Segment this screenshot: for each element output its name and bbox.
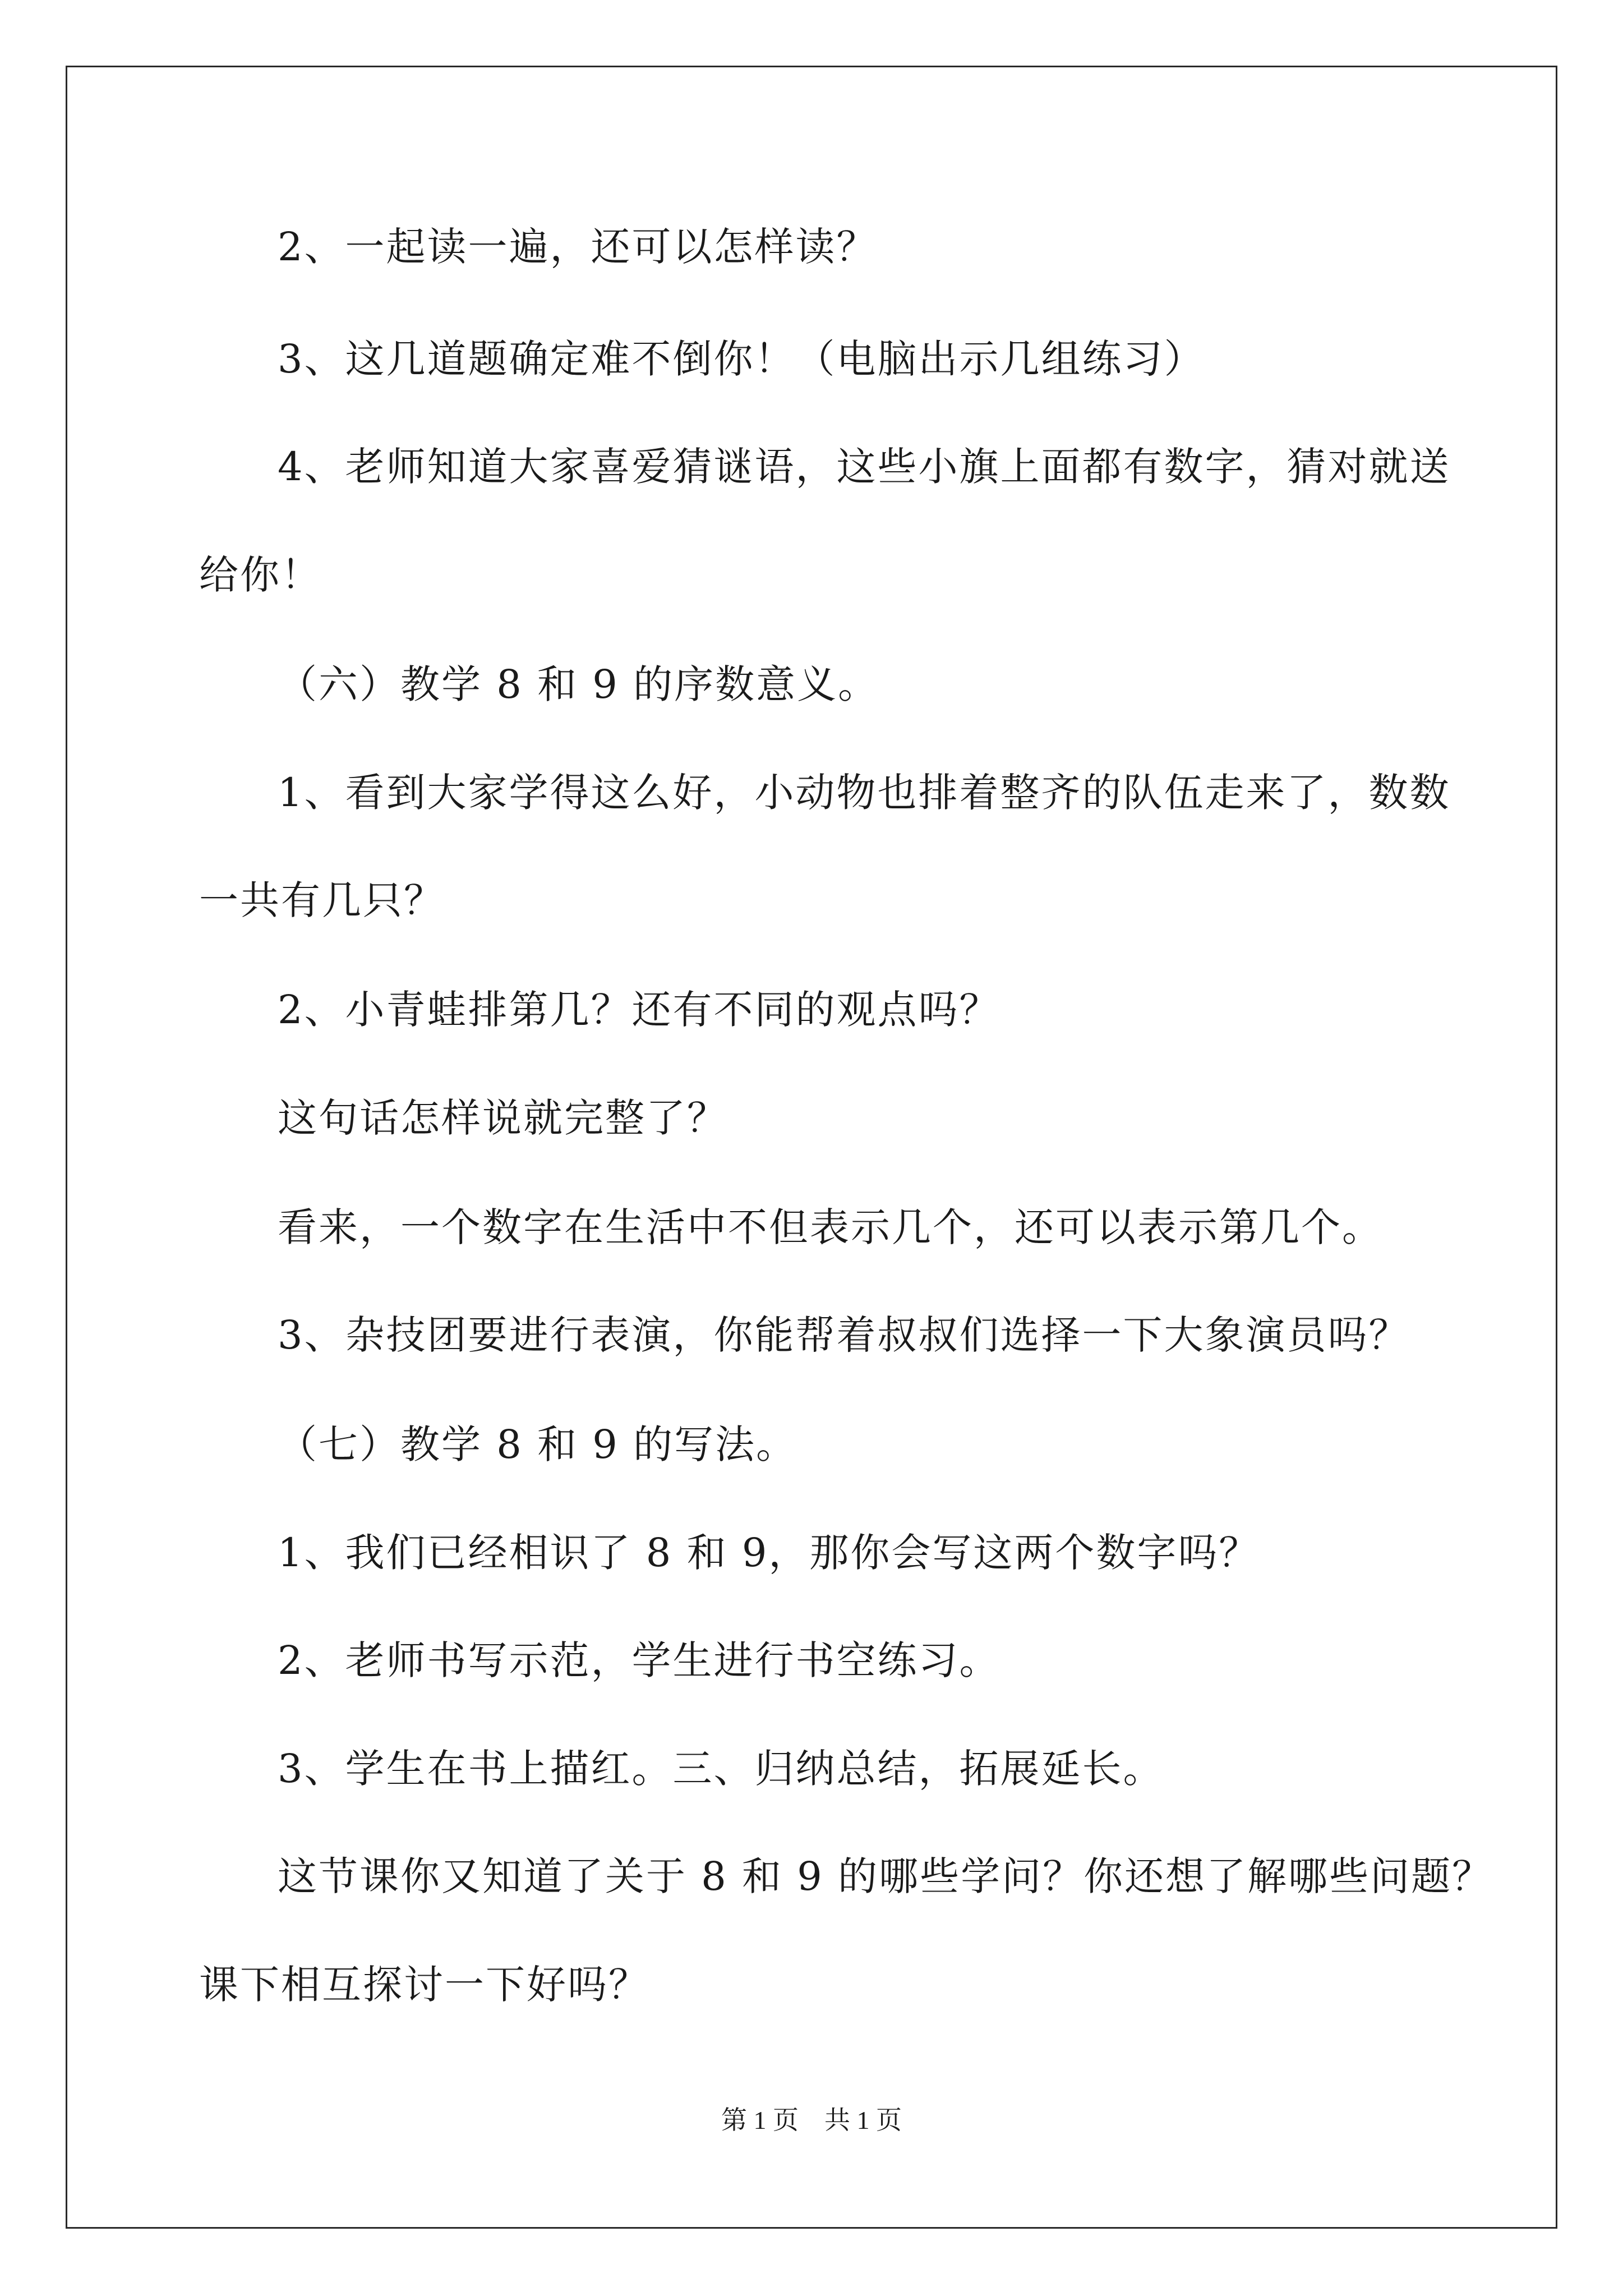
paragraph-line: 给你！ [199, 552, 322, 598]
paragraph-line: 2、一起读一遍，还可以怎样读？ [278, 224, 878, 270]
paragraph-line: 这句话怎样说就完整了？ [278, 1095, 728, 1141]
paragraph-line: 看来，一个数字在生活中不但表示几个，还可以表示第几个。 [278, 1204, 1383, 1250]
paragraph-line: 3、学生在书上描红。三、归纳总结，拓展延长。 [278, 1746, 1164, 1792]
paragraph-line: 1、看到大家学得这么好，小动物也排着整齐的队伍走来了，数数 [278, 770, 1451, 816]
page-border [66, 66, 1557, 2229]
paragraph-line: 1、我们已经相识了 8 和 9，那你会写这两个数字吗？ [278, 1530, 1260, 1576]
paragraph-line: 4、老师知道大家喜爱猜谜语，这些小旗上面都有数字，猜对就送 [278, 444, 1451, 490]
paragraph-line: 2、老师书写示范，学生进行书空练习。 [278, 1637, 1000, 1683]
paragraph-line: 课下相互探讨一下好吗？ [199, 1962, 649, 2008]
paragraph-line: 这节课你又知道了关于 8 和 9 的哪些学问？你还想了解哪些问题？ [278, 1853, 1493, 1899]
paragraph-line: 2、小青蛙排第几？还有不同的观点吗？ [278, 987, 1000, 1033]
section-heading: （七）教学 8 和 9 的写法。 [278, 1421, 797, 1467]
paragraph-line: 3、杂技团要进行表演，你能帮着叔叔们选择一下大象演员吗？ [278, 1312, 1410, 1358]
section-heading: （六）教学 8 和 9 的序数意义。 [278, 661, 879, 707]
page-number-footer: 第 1 页 共 1 页 [721, 2106, 902, 2134]
paragraph-line: 一共有几只？ [199, 877, 445, 923]
paragraph-line: 3、这几道题确定难不倒你！（电脑出示几组练习） [278, 336, 1205, 382]
